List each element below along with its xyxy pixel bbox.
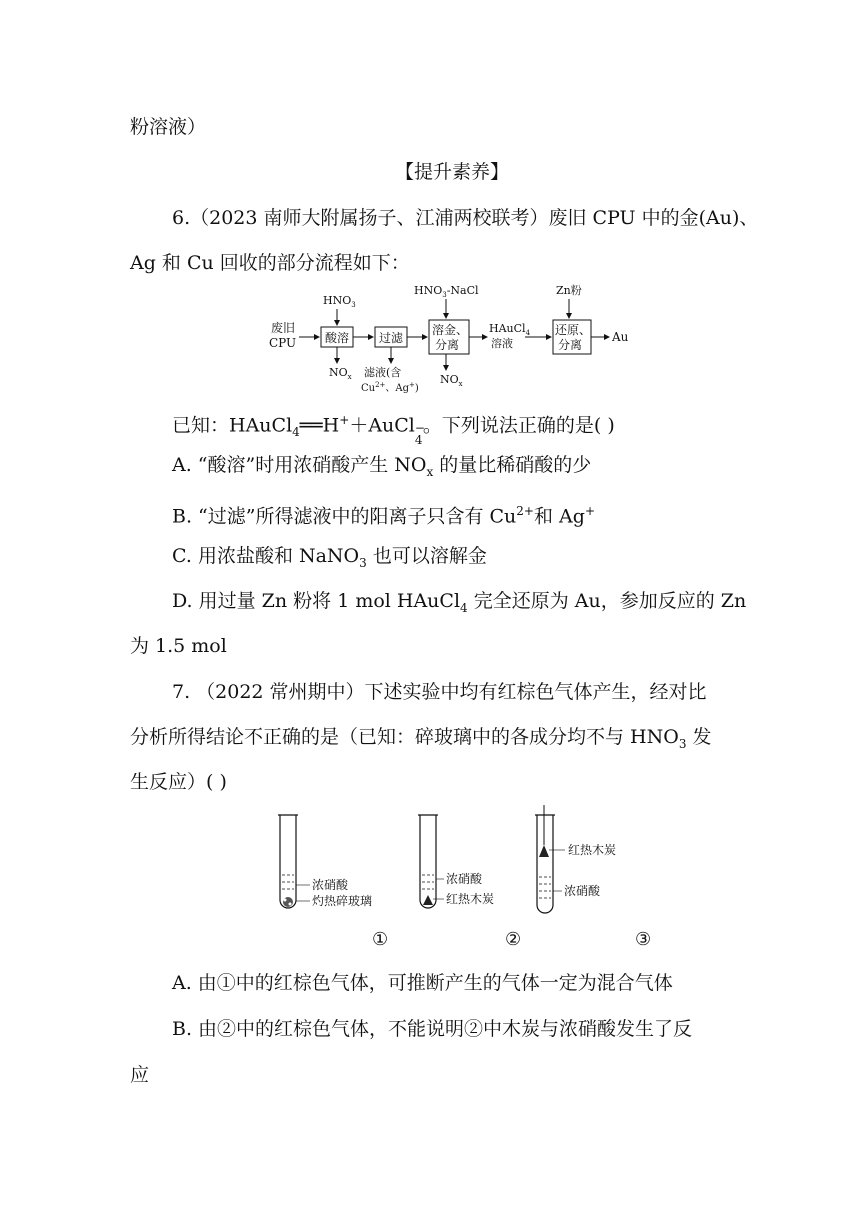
- flow-start-label: 废旧: [271, 321, 296, 335]
- flow-box4a-label: 还原、: [555, 323, 592, 337]
- section-heading: 【提升素养】: [395, 161, 510, 183]
- q7-option-b: B. 由②中的红棕色气体，不能说明②中木炭与浓硝酸发生了反: [172, 1018, 693, 1040]
- flow-mid-a: HAuCl: [489, 322, 526, 335]
- flow-in1: HNO: [323, 294, 352, 307]
- flow-in4: Zn粉: [556, 284, 582, 297]
- q6-option-d: D. 用过量 Zn 粉将 1 mol HAuCl$_4$ 完全还原为 Au，参加反应的 Zn: [172, 590, 747, 615]
- svg-text:HNO3-NaCl: $HNO_3$-NaCl: [414, 284, 479, 299]
- flow-product: Au: [612, 330, 629, 344]
- test-tube-3: [535, 805, 616, 913]
- tube1-label1: 浓硝酸: [312, 878, 349, 892]
- svg-text:NOx: $NO_x$: [329, 366, 352, 381]
- q7-option-a: A. 由①中的红棕色气体，可推断产生的气体一定为混合气体: [172, 972, 673, 994]
- flow-mid-b: 溶液: [491, 337, 513, 350]
- tube1-number: ①: [372, 929, 389, 950]
- q6-flow-diagram: [265, 280, 645, 395]
- flow-out2a: 滤液(含: [364, 366, 402, 379]
- q7-option-b-line2: 应: [130, 1064, 150, 1086]
- tube1-label2: 灼热碎玻璃: [312, 894, 373, 908]
- q7-line2: 分析所得结论不正确的是（已知：碎玻璃中的各成分均不与 $HNO_3$ 发: [130, 726, 712, 751]
- svg-text:Cu2+、Ag+): $Cu^{2+}$、Ag+): [361, 381, 419, 394]
- tube2-label1: 浓硝酸: [446, 872, 483, 886]
- q7-line3: 生反应）( ): [130, 771, 227, 793]
- test-tube-2: [418, 815, 494, 908]
- svg-text:NOx: $NO_x$: [440, 373, 463, 388]
- svg-text:HNO3: $HNO_3$: [323, 294, 356, 309]
- tube3-label1: 红热木炭: [568, 843, 617, 857]
- q6-option-a: A. “酸溶”时用浓硝酸产生 $NO_x$ 的量比稀硝酸的少: [172, 454, 592, 479]
- flow-out1: NO: [329, 366, 348, 379]
- flow-start-label2: CPU: [269, 336, 297, 350]
- q6-line2: Ag 和 Cu 回收的部分流程如下：: [130, 252, 410, 274]
- test-tube-1: [278, 815, 372, 908]
- flow-in3: HNO: [414, 284, 443, 297]
- flow-box4b-label: 分离: [558, 338, 583, 352]
- q6-option-d-line2: 为 1.5 mol: [130, 635, 227, 657]
- flow-box3a-label: 溶金、: [432, 323, 469, 337]
- flow-out2b: Cu: [361, 383, 376, 394]
- tube3-number: ③: [635, 929, 652, 950]
- flow-box3b-label: 分离: [435, 338, 460, 352]
- flow-box2-label: 过滤: [379, 331, 404, 345]
- flow-box1-label: 酸溶: [325, 331, 350, 345]
- tube2-number: ②: [505, 929, 522, 950]
- svg-text:HAuCl4: HAuCl$_4$: [489, 322, 531, 337]
- tube2-label2: 红热木炭: [446, 892, 495, 906]
- flow-out3: NO: [440, 373, 459, 386]
- q7-test-tubes-figure: [270, 805, 670, 955]
- q6-option-c: C. 用浓盐酸和 NaNO$_3$ 也可以溶解金: [172, 545, 487, 570]
- q6-option-b: B. “过滤”所得滤液中的阳离子只含有 $Cu^{2+}$和 Ag+: [172, 504, 595, 528]
- q6-line1: 6.（2023 南师大附属扬子、江浦两校联考）废旧 CPU 中的金(Au)、: [172, 207, 759, 229]
- q6-known: 已知：HAuCl$_4$══H+＋AuCl − 4 。下列说法正确的是( ): [172, 413, 615, 448]
- tube3-label2: 浓硝酸: [564, 884, 601, 898]
- continuation-text: 粉溶液）: [130, 116, 207, 138]
- q7-line1: 7. （2022 常州期中）下述实验中均有红棕色气体产生，经对比: [172, 681, 707, 703]
